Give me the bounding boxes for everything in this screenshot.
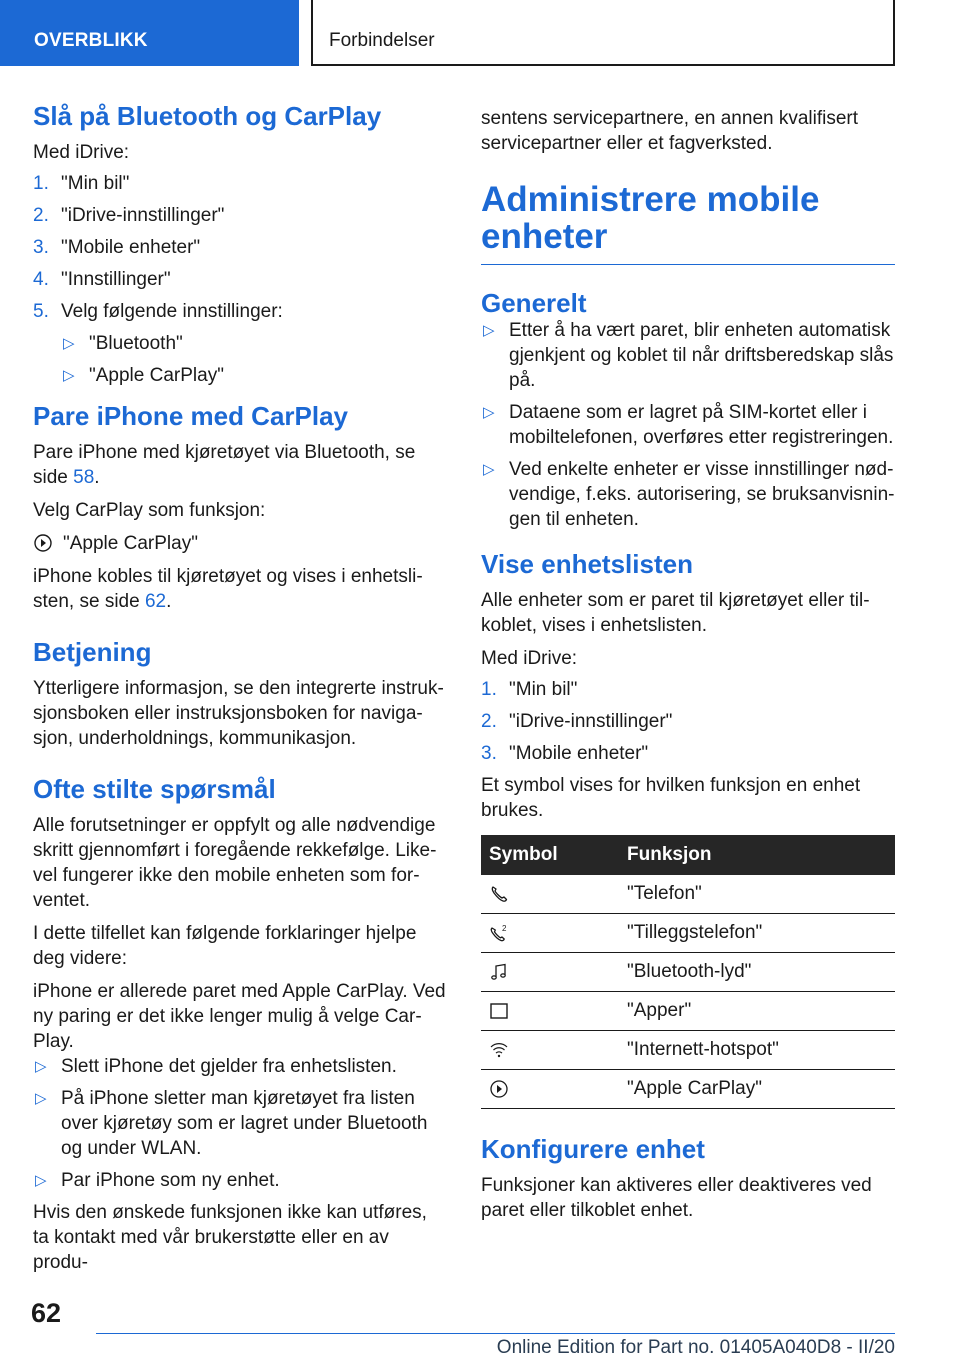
list-item — [33, 203, 447, 228]
secondary-phone-icon — [489, 923, 509, 943]
step-number: 1. — [481, 679, 497, 701]
table-row — [481, 953, 895, 992]
list-item — [481, 741, 895, 766]
function-cell: "Apple CarPlay" — [621, 1070, 895, 1109]
right-column — [481, 106, 895, 1223]
function-cell: "Apper" — [621, 992, 895, 1031]
list-item — [481, 400, 895, 450]
faq-paragraph-1: Alle forutsetninger er oppfylt og alle nødvendige skritt gjennomført i foregående rekkefølge. Likevel fungerer ikke den mobile enheten som forventet. — [33, 814, 437, 911]
step-number: 3. — [33, 236, 49, 258]
triangle-bullet-icon: ▷ — [35, 1171, 47, 1189]
step-number: 4. — [33, 268, 49, 290]
step-text: Velg følgende innstillinger: — [61, 300, 283, 322]
step-text: "Min bil" — [509, 679, 578, 701]
table-row — [481, 875, 895, 914]
sub-item-text: "Bluetooth" — [89, 332, 183, 354]
carplay-option-label: "Apple CarPlay" — [63, 532, 198, 554]
faq-paragraph-3: iPhone er allerede paret med Apple CarPlay. Ved ny paring er det ikke lenger mulig å velge CarPlay. — [33, 980, 446, 1052]
list-item — [61, 363, 447, 388]
triangle-bullet-icon: ▷ — [35, 1057, 47, 1075]
list-item — [33, 1086, 447, 1161]
bt-steps-list — [33, 171, 447, 324]
function-cell: "Bluetooth-lyd" — [621, 953, 895, 992]
general-heading: Generelt — [481, 287, 587, 318]
step-text: "Mobile enheter" — [509, 743, 649, 765]
list-item — [481, 709, 895, 734]
page-number: 62 — [31, 1298, 62, 1328]
bt-sub-list — [33, 331, 447, 388]
pair-text-end: . — [94, 466, 100, 488]
symbol-table — [481, 835, 895, 1109]
column-header-symbol: Symbol — [481, 835, 621, 875]
step-text: "Min bil" — [61, 172, 130, 194]
section-tab[interactable]: OVERBLIKK — [0, 0, 299, 66]
symbol-cell — [481, 875, 621, 914]
faq-paragraph-2: I dette tilfellet kan følgende forklaringer hjelpe deg videre: — [33, 922, 417, 969]
footer-edition: Online Edition for Part no. 01405A040D8 - II/20 — [96, 1333, 895, 1359]
symbol-cell — [481, 1031, 621, 1070]
list-item — [481, 457, 895, 532]
pair-result-paragraph — [33, 564, 447, 614]
carplay-icon — [33, 533, 53, 553]
operation-heading: Betjening — [33, 636, 152, 667]
operation-paragraph: Ytterligere informasjon, se den integrerte instruksjonsboken eller instruksjonsboken for navigasjon, underholdnings, kommunikasjon. — [33, 677, 444, 749]
triangle-bullet-icon: ▷ — [483, 322, 495, 340]
device-list-heading: Vise enhetslisten — [481, 549, 693, 580]
step-text: "Mobile enheter" — [61, 236, 201, 258]
configure-heading: Konfigurere enhet — [481, 1134, 705, 1165]
list-item — [33, 1054, 447, 1079]
bullet-text: På iPhone sletter man kjøretøyet fra listen over kjøretøy som er lagret under Bluetooth og under WLAN. — [61, 1087, 428, 1159]
list-item — [33, 267, 447, 292]
list-item — [481, 677, 895, 702]
function-cell: "Tilleggstelefon" — [621, 914, 895, 953]
list-item — [33, 171, 447, 196]
music-note-icon — [489, 962, 509, 982]
step-number: 2. — [481, 711, 497, 733]
table-header-row — [481, 835, 895, 875]
symbol-cell — [481, 1070, 621, 1109]
device-list-paragraph: Alle enheter som er paret til kjøretøyet eller tilkoblet, vises i enhetslisten. — [481, 590, 870, 637]
triangle-bullet-icon: ▷ — [35, 1089, 47, 1107]
left-column — [33, 96, 447, 1275]
carplay-icon — [489, 1079, 509, 1099]
step-number: 2. — [33, 204, 49, 226]
pair-result-end: . — [166, 590, 172, 612]
table-row — [481, 1070, 895, 1109]
bullet-text: Par iPhone som ny enhet. — [61, 1169, 280, 1191]
chapter-tab[interactable]: Forbindelser — [311, 0, 895, 66]
triangle-bullet-icon: ▷ — [63, 366, 75, 384]
list-item — [33, 299, 447, 324]
step-number: 1. — [33, 172, 49, 194]
sub-item-text: "Apple CarPlay" — [89, 364, 224, 386]
bullet-text: Etter å ha vært paret, blir enheten automatisk gjenkjent og koblet til når driftsberedskap slås på. — [509, 320, 894, 392]
list-item — [481, 318, 895, 393]
continued-paragraph: sentens servicepartnere, en annen kvalifisert servicepartner eller et fagverksted. — [481, 108, 859, 154]
pair-paragraph — [33, 440, 447, 490]
triangle-bullet-icon: ▷ — [63, 334, 75, 352]
step-text: "Innstillinger" — [61, 268, 171, 290]
general-bullet-list — [481, 318, 895, 532]
table-row — [481, 914, 895, 953]
page-header — [0, 0, 960, 66]
admin-heading-wrap — [481, 182, 895, 265]
step-text: "iDrive-innstillinger" — [61, 204, 225, 226]
phone-icon — [489, 884, 509, 904]
bt-carplay-heading: Slå på Bluetooth og CarPlay — [33, 101, 382, 131]
symbol-cell — [481, 914, 621, 953]
step-number: 5. — [33, 300, 49, 322]
faq-paragraph-4: Hvis den ønskede funksjonen ikke kan utføres, ta kontakt med vår brukerstøtte eller en av produ- — [33, 1201, 427, 1273]
symbol-cell — [481, 992, 621, 1031]
apps-square-icon — [489, 1001, 509, 1021]
list-item — [61, 331, 447, 356]
svg-text:2: 2 — [502, 924, 507, 934]
bullet-text: Dataene som er lagret på SIM-kortet eller i mobiltelefonen, overføres etter registreringen. — [509, 402, 894, 449]
step-number: 3. — [481, 743, 497, 765]
function-cell: "Internett-hotspot" — [621, 1031, 895, 1070]
step-text: "iDrive-innstillinger" — [509, 711, 673, 733]
bt-intro: Med iDrive: — [33, 141, 130, 163]
page-link-62[interactable]: 62 — [144, 590, 167, 612]
faq-bullet-list — [33, 1054, 447, 1193]
triangle-bullet-icon: ▷ — [483, 404, 495, 422]
pair-heading: Pare iPhone med CarPlay — [33, 400, 349, 431]
list-item — [33, 1168, 447, 1193]
table-row — [481, 1031, 895, 1070]
table-row — [481, 992, 895, 1031]
admin-heading: Administrere mobile enheter — [481, 180, 820, 256]
function-cell: "Telefon" — [621, 875, 895, 914]
configure-paragraph: Funksjoner kan aktiveres eller deaktiveres ved paret eller tilkoblet enhet. — [481, 1175, 872, 1222]
carplay-option — [33, 531, 447, 556]
triangle-bullet-icon: ▷ — [483, 461, 495, 479]
bullet-text: Ved enkelte enheter er visse innstillinger nødvendige, f.eks. autorisering, se bruksanvisningen til enheten. — [509, 459, 895, 531]
symbol-cell — [481, 953, 621, 992]
bullet-text: Slett iPhone det gjelder fra enhetslisten. — [61, 1055, 397, 1077]
wifi-hotspot-icon — [489, 1040, 509, 1060]
pair-result-text: iPhone kobles til kjøretøyet og vises i enhetslisten, se side — [33, 565, 423, 612]
pair-text: Pare iPhone med kjøretøyet via Bluetooth, se side — [33, 441, 416, 488]
column-header-function: Funksjon — [621, 835, 895, 875]
pair-select-text: Velg CarPlay som funksjon: — [33, 499, 266, 521]
device-list-intro: Med iDrive: — [481, 648, 578, 670]
page-link-58[interactable]: 58 — [73, 466, 95, 488]
list-item — [33, 235, 447, 260]
device-list-steps — [481, 677, 895, 766]
faq-heading: Ofte stilte spørsmål — [33, 773, 276, 804]
symbol-intro: Et symbol vises for hvilken funksjon en enhet brukes. — [481, 775, 861, 822]
